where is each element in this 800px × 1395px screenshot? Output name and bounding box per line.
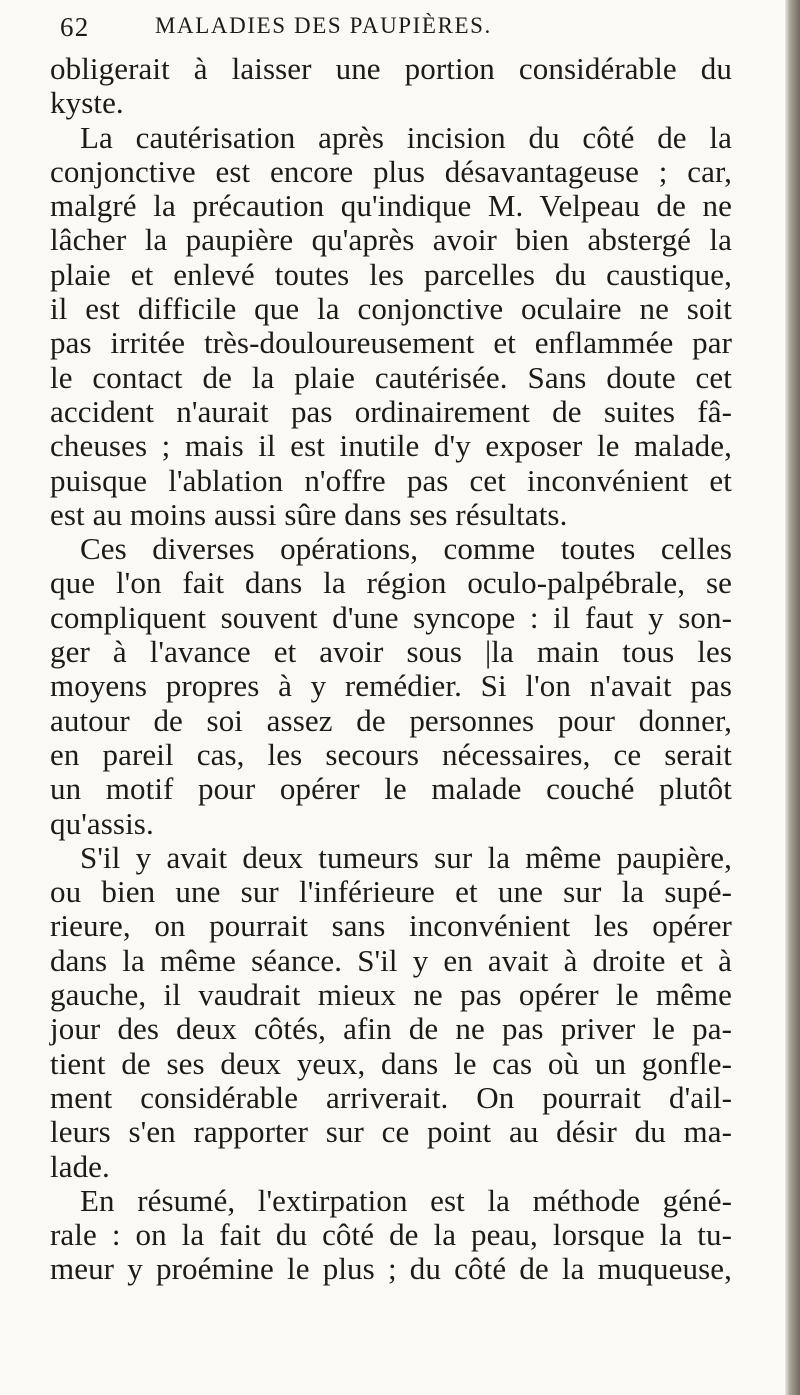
text-line: obligerait à laisser une portion considérable du bbox=[50, 51, 732, 86]
text-line: conjonctive est encore plus désavantageuse ; car, bbox=[50, 153, 732, 189]
text-line: qu'assis. bbox=[50, 805, 154, 841]
text-line: ment considérable arriverait. On pourrait d'ail- bbox=[50, 1079, 732, 1115]
text-line: kyste. bbox=[50, 85, 124, 121]
text-line: le contact de la plaie cautérisée. Sans doute cet bbox=[50, 359, 732, 395]
text-line: autour de soi assez de personnes pour donner, bbox=[50, 702, 732, 738]
text-line: accident n'aurait pas ordinairement de suites fâ- bbox=[50, 393, 732, 429]
text-line: en pareil cas, les secours nécessaires, ce serait bbox=[50, 736, 732, 772]
text-line: ger à l'avance et avoir sous |la main tous les bbox=[50, 634, 732, 670]
text-line: ou bien une sur l'inférieure et une sur la supé- bbox=[50, 874, 732, 910]
text-line: il est difficile que la conjonctive oculaire ne soit bbox=[50, 291, 732, 327]
text-line: La cautérisation après incision du côté de la bbox=[80, 119, 732, 155]
text-line: leurs s'en rapporter sur ce point au désir du ma- bbox=[50, 1114, 732, 1150]
text-line: S'il y avait deux tumeurs sur la même paupière, bbox=[80, 839, 732, 875]
body-text bbox=[50, 52, 732, 1287]
page-number: 62 bbox=[60, 12, 90, 42]
text-line: un motif pour opérer le malade couché plutôt bbox=[50, 771, 732, 807]
text-line: puisque l'ablation n'offre pas cet inconvénient et bbox=[50, 462, 732, 498]
text-line: que l'on fait dans la région oculo-palpébrale, se bbox=[50, 565, 732, 601]
text-line: moyens propres à y remédier. Si l'on n'avait pas bbox=[50, 668, 732, 704]
text-line: lade. bbox=[50, 1148, 110, 1184]
text-line: jour des deux côtés, afin de ne pas priver le pa- bbox=[50, 1011, 732, 1047]
text-line: tient de ses deux yeux, dans le cas où un gonfle- bbox=[50, 1045, 732, 1081]
text-line: rieure, on pourrait sans inconvénient les opérer bbox=[50, 908, 732, 944]
running-header bbox=[60, 12, 700, 54]
text-line: rale : on la fait du côté de la peau, lorsque la tu- bbox=[50, 1217, 732, 1253]
text-line: compliquent souvent d'une syncope : il faut y son- bbox=[50, 599, 732, 635]
text-line: malgré la précaution qu'indique M. Velpeau de ne bbox=[50, 188, 732, 224]
text-line: cheuses ; mais il est inutile d'y exposer le malade, bbox=[50, 428, 732, 464]
page-edge-shadow bbox=[785, 0, 800, 1395]
text-line: dans la même séance. S'il y en avait à droite et à bbox=[50, 942, 732, 978]
text-line: lâcher la paupière qu'après avoir bien abstergé la bbox=[50, 222, 732, 258]
text-line: En résumé, l'extirpation est la méthode géné- bbox=[80, 1182, 732, 1218]
text-line: meur y proémine le plus ; du côté de la muqueuse, bbox=[50, 1251, 732, 1287]
text-line: Ces diverses opérations, comme toutes celles bbox=[80, 531, 732, 567]
text-line: plaie et enlevé toutes les parcelles du caustique, bbox=[50, 256, 732, 292]
running-title: MALADIES DES PAUPIÈRES. bbox=[155, 13, 492, 38]
text-line: est au moins aussi sûre dans ses résultats. bbox=[50, 496, 568, 532]
text-line: pas irritée très-douloureusement et enflammée par bbox=[50, 325, 732, 361]
text-line: gauche, il vaudrait mieux ne pas opérer le même bbox=[50, 977, 732, 1013]
